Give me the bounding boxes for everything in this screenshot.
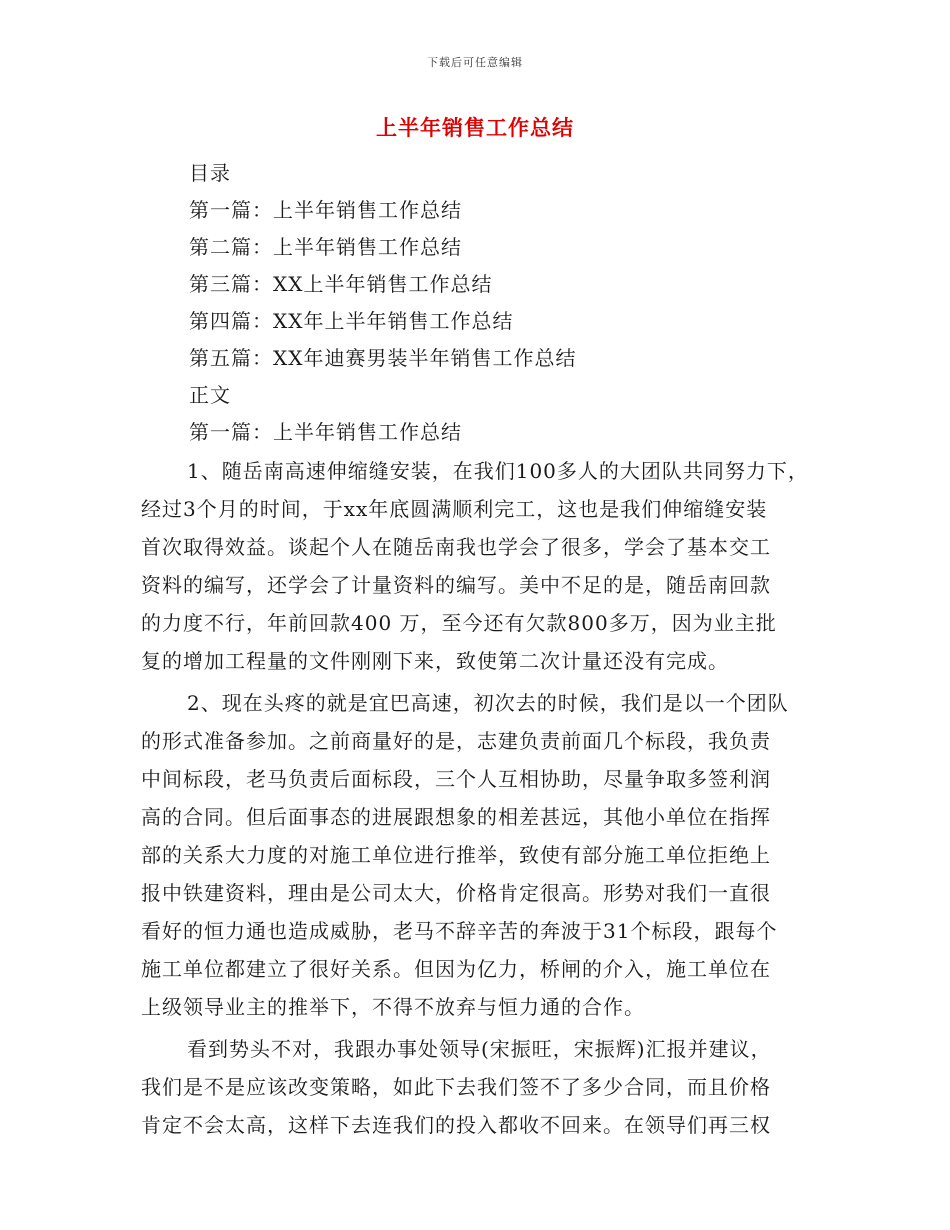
text-line: 2、现在头疼的就是宜巴高速，初次去的时候，我们是以一个团队 <box>187 691 789 715</box>
body-text <box>141 452 821 1148</box>
toc-item-5: 第五篇：XX年迪赛男装半年销售工作总结 <box>189 346 577 370</box>
section-heading: 第一篇：上半年销售工作总结 <box>189 420 462 444</box>
text-line: 的力度不行，年前回款400 万，至今还有欠款800多万，因为业主批 <box>141 611 777 635</box>
text-line: 中间标段，老马负责后面标段，三个人互相协助，尽量争取多签利润 <box>141 767 771 791</box>
text-line: 我们是不是应该改变策略，如此下去我们签不了多少合同，而且价格 <box>141 1075 771 1099</box>
text-line: 资料的编写，还学会了计量资料的编写。美中不足的是，随岳南回款 <box>141 573 771 597</box>
toc-item-3: 第三篇：XX上半年销售工作总结 <box>189 272 493 296</box>
text-line: 高的合同。但后面事态的进展跟想象的相差甚远，其他小单位在指挥 <box>141 805 771 829</box>
text-line: 看到势头不对，我跟办事处领导(宋振旺，宋振辉)汇报并建议， <box>187 1037 772 1061</box>
body-heading: 正文 <box>189 383 231 407</box>
toc-item-4: 第四篇：XX年上半年销售工作总结 <box>189 309 514 333</box>
text-line: 上级领导业主的推举下，不得不放弃与恒力通的合作。 <box>141 995 645 1019</box>
text-line: 看好的恒力通也造成威胁，老马不辞辛苦的奔波于31个标段，跟每个 <box>141 919 778 943</box>
toc-item-1: 第一篇：上半年销售工作总结 <box>189 198 462 222</box>
text-line: 的形式准备参加。之前商量好的是，志建负责前面几个标段，我负责 <box>141 729 771 753</box>
document-title: 上半年销售工作总结 <box>376 116 574 140</box>
text-line: 施工单位都建立了很好关系。但因为亿力，桥闸的介入，施工单位在 <box>141 957 771 981</box>
header-note: 下载后可任意编辑 <box>427 56 523 69</box>
toc-item-2: 第二篇：上半年销售工作总结 <box>189 235 462 259</box>
paragraph-1 <box>141 452 821 680</box>
table-of-contents <box>189 155 576 451</box>
text-line: 报中铁建资料，理由是公司太大，价格肯定很高。形势对我们一直很 <box>141 881 771 905</box>
paragraph-2 <box>141 684 821 1026</box>
text-line: 复的增加工程量的文件刚刚下来，致使第二次计量还没有完成。 <box>141 649 729 673</box>
text-line: 经过3个月的时间，于xx年底圆满顺利完工，这也是我们伸缩缝安装 <box>141 497 768 521</box>
text-line: 1、随岳南高速伸缩缝安装，在我们100多人的大团队共同努力下， <box>187 459 809 483</box>
toc-heading: 目录 <box>189 161 231 185</box>
text-line: 首次取得效益。谈起个人在随岳南我也学会了很多，学会了基本交工 <box>141 535 771 559</box>
paragraph-3 <box>141 1030 821 1144</box>
text-line: 肯定不会太高，这样下去连我们的投入都收不回来。在领导们再三权 <box>141 1113 771 1137</box>
text-line: 部的关系大力度的对施工单位进行推举，致使有部分施工单位拒绝上 <box>141 843 771 867</box>
